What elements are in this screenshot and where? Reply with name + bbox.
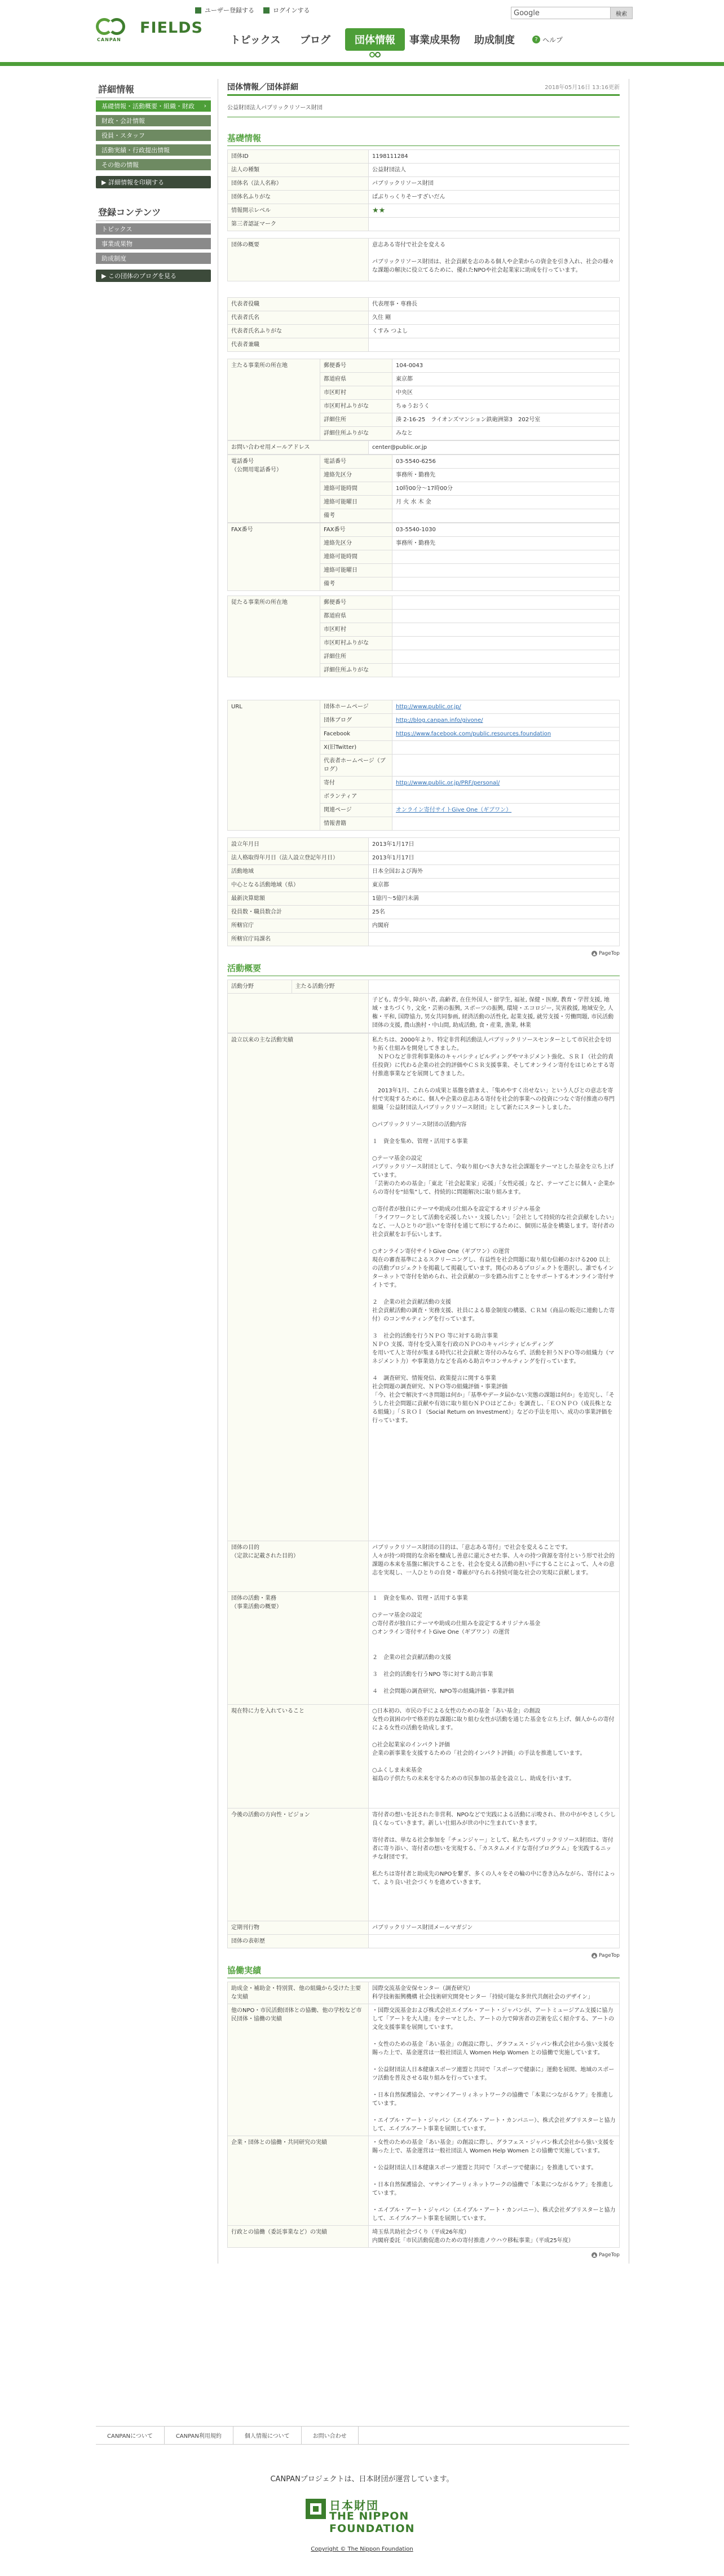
chevron-right-icon: › <box>204 102 206 109</box>
table-row <box>228 239 620 281</box>
pagetop-link[interactable] <box>227 2248 620 2264</box>
basic-info-table <box>227 149 620 231</box>
table-row <box>228 852 620 865</box>
utility-bar <box>195 6 310 15</box>
arrow-icon <box>263 7 270 14</box>
fax-sublabel: 連絡先区分 <box>320 537 392 550</box>
url-link[interactable]: http://blog.canpan.info/givone/ <box>396 717 483 724</box>
table-row <box>228 919 620 933</box>
basic-value: 1198111284 <box>369 150 620 164</box>
basic-value: ぱぶりっくりそーすざいだん <box>369 191 620 204</box>
sub-address-sublabel: 詳細住所ふりがな <box>320 664 392 677</box>
outline-label: 団体の概要 <box>228 239 369 281</box>
basic-label: 情報開示レベル <box>228 204 369 218</box>
table-row <box>228 2226 620 2248</box>
login-label: ログインする <box>273 7 310 14</box>
address-sublabel: 都道府県 <box>320 373 392 386</box>
sidebar-item-other[interactable] <box>96 159 211 170</box>
arrow-icon <box>195 7 201 14</box>
table-row <box>228 441 620 455</box>
table-row <box>228 150 620 164</box>
result-value: ・国際交流基金および株式会社エイブル・アート・ジャパンが、アートミュージアム支援に協力して「アートを大人達」をテーマとした、アートの力で障害者の芸術を広く紹介する、アートの文化支援事業を展開しています。 ・女性のための基金「あい基金」の創設に際し、グラフェス・ジャパン株式会社から強い支援を賜った上で、基金運営は一般社団法人 Women Help Women との協働で実施しています。 ・公益財団法人日本健康スポーツ連盟と共同で「スポーツで健康に」運動を展開、地域のスポーツ活動を普及させる取り組みを行っています。 ・日本自然保護協会、マサンイアーリィネットワークの協働で「本業につながるケア」を推進しています。 ・エイブル・アート・ジャパン（エイブル・アート・カンパニー）、株式会社ダブリスターと協力して、エイブルアート事業を展開しています。 <box>369 2004 620 2136</box>
address-sublabel: 市区町村ふりがな <box>320 400 392 413</box>
table-row <box>228 906 620 919</box>
sidebar-heading-contents: 登録コンテンツ <box>96 202 211 221</box>
basic2-label: 役員数・職員数合計 <box>228 906 369 919</box>
sub-address-value <box>392 650 620 664</box>
future-text: 寄付者の想いを託された非営利、NPOなどで実践による活動に示唆され、世の中がやさしく少し良くなっていきます。新しい仕組みが世の中に生まれていきます。 寄付者は、単なる社会参加を「チェンジャー」として、私たちパブリックリソース財団は、寄付者に寄り添い、寄付者の想いを実現する、「カスタムメイドな寄付プログラム」を実践するニッチな財団です。 私たちは寄付者と助成先のNPOを繋ぎ、多くの人々をその輪の中に巻き込みながら、寄付によって、より良い社会づくりを進めていきます。 <box>369 1809 620 1921</box>
sidebar-item-grants[interactable] <box>96 253 211 264</box>
table-row <box>228 204 620 218</box>
sub-address-value <box>392 610 620 623</box>
basic-label: 団体名ふりがな <box>228 191 369 204</box>
url-value <box>392 700 620 714</box>
basic2-value <box>369 933 620 946</box>
tel-value: 事務所・勤務先 <box>392 469 620 482</box>
view-blog-button[interactable] <box>96 270 211 282</box>
title-row <box>227 79 620 96</box>
sidebar-item-outputs[interactable] <box>96 238 211 249</box>
print-icon: ▶ <box>101 178 108 186</box>
url-sublabel: Facebook <box>320 727 392 741</box>
address-value: ちゅうおうく <box>392 400 620 413</box>
purpose-label: 設立以来の主な活動実績 <box>228 1034 369 1541</box>
tel-value <box>392 509 620 523</box>
url-link[interactable]: http://www.public.or.jp/PRF/personal/ <box>396 780 500 786</box>
url-value <box>392 817 620 831</box>
publication-label: 定期刊行物 <box>228 1921 369 1935</box>
nav-label: 助成制度 <box>474 34 515 46</box>
business-label: 団体の活動・業務 （事業活動の概要） <box>228 1592 369 1705</box>
url-link[interactable]: オンライン寄付サイトGive One（ギブワン） <box>396 807 512 813</box>
nippon-foundation-mark-icon <box>304 2498 327 2520</box>
url-value <box>392 790 620 804</box>
copyright[interactable]: Copyright © The Nippon Foundation <box>311 2546 413 2552</box>
sub-address-value <box>392 664 620 677</box>
table-row <box>228 1935 620 1948</box>
table-row <box>228 311 620 325</box>
basic2-label: 活動地域 <box>228 865 369 879</box>
sidebar <box>96 79 211 295</box>
address-table <box>227 359 620 440</box>
fax-sublabel: 連絡可能時間 <box>320 550 392 564</box>
nav-label: ブログ <box>300 34 330 46</box>
nf-name-ja: 日本財団 <box>329 2499 379 2512</box>
footer-links <box>96 2426 629 2445</box>
url-sublabel: 代表者ホームページ（ブログ） <box>320 755 392 777</box>
url-sublabel: X(旧Twitter) <box>320 741 392 755</box>
rep-table <box>227 297 620 352</box>
url-sublabel: ボランティア <box>320 790 392 804</box>
table-row <box>228 994 620 1033</box>
nf-name-en: THE NIPPON FOUNDATION <box>329 2510 415 2535</box>
address-value: 東京都 <box>392 373 620 386</box>
basic2-label: 法人格取得年月日（法人設立登記年月日） <box>228 852 369 865</box>
table-row <box>228 2004 620 2136</box>
logo-ring-icon <box>108 18 125 35</box>
url-link[interactable]: http://www.public.or.jp/ <box>396 704 461 710</box>
url-sublabel: 団体ブログ <box>320 714 392 727</box>
tel-value: 月 火 水 木 金 <box>392 496 620 509</box>
table-row <box>228 359 620 373</box>
view-blog-label: この団体のブログを見る <box>108 272 176 280</box>
rep-value: 久住 剛 <box>369 311 620 325</box>
sidebar-item-results[interactable] <box>96 144 211 156</box>
url-value <box>392 777 620 790</box>
address-sublabel: 郵便番号 <box>320 359 392 373</box>
basic-label: 団体ID <box>228 150 369 164</box>
address-value: みなと <box>392 427 620 440</box>
table-row <box>228 1705 620 1809</box>
future-label: 今後の活動の方向性・ビジョン <box>228 1809 369 1921</box>
basic2-label: 設立年月日 <box>228 838 369 852</box>
basic-value: パブリックリソース財団 <box>369 177 620 191</box>
table-row <box>228 1541 620 1592</box>
sidebar-item-label: 基礎情報・活動概要・組織・財政 <box>101 103 195 110</box>
activity-field-value <box>369 980 620 994</box>
activity-detail-table <box>227 1033 620 1948</box>
search-button[interactable]: 検索 <box>610 7 633 19</box>
header <box>0 0 724 62</box>
address-value: 104-0043 <box>392 359 620 373</box>
current-focus-label: 現在特に力を入れていること <box>228 1705 369 1809</box>
address-group-label: 主たる事業所の所在地 <box>228 359 320 440</box>
main-content <box>218 79 629 2264</box>
sidebar-item-label: 活動実績・行政提出情報 <box>101 147 170 154</box>
url-group-label: URL <box>228 700 320 831</box>
nav-outputs[interactable] <box>405 28 465 51</box>
fax-value <box>392 577 620 591</box>
rep-value: 代表理事・専務長 <box>369 298 620 311</box>
nav-org-info[interactable] <box>345 28 405 51</box>
mission-label: 団体の目的 （定款に記載された目的） <box>228 1541 369 1592</box>
table-row <box>228 523 620 537</box>
arrow-right-icon: ▶ <box>101 272 108 280</box>
sub-address-group-label: 従たる事業所の所在地 <box>228 596 320 677</box>
tel-group-label: 電話番号 （公開用電話番号） <box>228 455 320 523</box>
outline-text: 意志ある寄付で社会を変える パブリックリソース財団は、社会貢献を志のある個人や企業からの資金を引き入れ、社会の様々な課題の解決に役立てるために、優れたNPOや社会起業家に助成を行っています。 <box>369 239 620 281</box>
url-value <box>392 804 620 817</box>
basic-label: 団体名（法人名称） <box>228 177 369 191</box>
sub-address-sublabel: 市区町村 <box>320 623 392 637</box>
basic2-value: 2013年1月17日 <box>369 852 620 865</box>
arrow-up-icon: ▲ <box>591 951 597 956</box>
basic2-label: 最新決算総額 <box>228 892 369 906</box>
result-label: 企業・団体との協働・共同研究の実績 <box>228 2136 369 2226</box>
print-details-label: 詳細情報を印刷する <box>108 179 164 186</box>
table-row <box>228 933 620 946</box>
mission-text: パブリックリソース財団の目的は、「意志ある寄付」で社会を変えることです。 人々が持つ時間的な余裕を醸成し善意に還元させた事、人々の持つ資源を寄付という形で社会的課題の本来を基盤に解決することを、社会を変える活動の担い手にすることによって、人々の意志を実現し、一人ひとりの自発・尊厳が守られる持続可能な社会の実現に貢献します。 <box>369 1541 620 1592</box>
sub-address-value <box>392 596 620 610</box>
org-subtitle: 公益財団法人パブリックリソース財団 <box>227 96 620 117</box>
tel-sublabel: 連絡先区分 <box>320 469 392 482</box>
tel-sublabel: 備考 <box>320 509 392 523</box>
nav-blog[interactable] <box>285 28 345 51</box>
email-value: center@public.or.jp <box>369 441 620 455</box>
basic2-value: 日本全国および海外 <box>369 865 620 879</box>
sub-address-sublabel: 市区町村ふりがな <box>320 637 392 650</box>
footer-link-contact[interactable]: お問い合わせ <box>302 2427 359 2444</box>
rep-value <box>369 338 620 352</box>
fax-value <box>392 550 620 564</box>
url-sublabel: 関連ページ <box>320 804 392 817</box>
logo-sub: CANPAN <box>97 37 121 42</box>
table-row <box>228 177 620 191</box>
section-title-results: 協働実績 <box>227 1964 620 1978</box>
table-row <box>228 325 620 338</box>
tel-sublabel: 連絡可能曜日 <box>320 496 392 509</box>
basic-value: ★★ <box>369 204 620 218</box>
publication-value: パブリックリソース財団メールマガジン <box>369 1921 620 1935</box>
table-row <box>228 1809 620 1921</box>
header-divider <box>0 62 724 66</box>
result-value: ・女性のための基金「あい基金」の創設に際し、グラフェス・ジャパン株式会社から強い支援を賜った上で、基金運営は一般社団法人 Women Help Women との協働で実施しています。 ・公益財団法人日本健康スポーツ連盟と共同で「スポーツで健康に」を推進しています。 ・日本自然保護協会、マサンイアーリィネットワークの協働で「本業につながるケア」を推進しています。 ・エイブル・アート・ジャパン（エイブル・アート・カンパニー）、株式会社ダブリスターと協力して、エイブルアート事業を展開しています。 <box>369 2136 620 2226</box>
basic2-value: 2013年1月17日 <box>369 838 620 852</box>
rep-label: 代表者氏名 <box>228 311 369 325</box>
fax-value: 03-5540-1030 <box>392 523 620 537</box>
sub-address-value <box>392 623 620 637</box>
rep-value: くすみ つよし <box>369 325 620 338</box>
purpose-text: 私たちは、2000年より、特定非営利活動法人パブリックリソースセンターとして市民社会を切り拓く仕組みを開発してきました。 ＮＰＯなど非営利事業体のキャパシティビルディングやマネジメント強化、ＳＲＩ（社会的責任投資）に代わる企業の社会的評価やＣＳＲ支援事業、そしてオンライン寄付をはじめとする寄付推進事業などを展開してきました。 2013年1月、これらの成果と基盤を踏まえ、「集めやすく出せない」という人びとの意志を寄付で実現するために、個人や企業の意志ある寄付を社会的事業への投資につなぐ寄付推進の専門組織「公益財団法人パブリックリソース財団」として新たにスタートしました。 ○パブリックリソース財団の活動内容 １ 資金を集め、管理・活用する事業 ○テーマ基金の設定 パブリックリソース財団として、今取り組むべき大きな社会課題をテーマとした基金を立ち上げています。 「芸術のための基金」「東北「社会起業家」応援」「女性応援」など、テーマごとに個人・企業からの寄付を“結集”して、持続的に問題解決に取り組みます。 ○寄付者が独自にテーマや助成の仕組みを設定するオリジナル基金 「ライフワークとして活動を応援したい・支援したい」「会社として持続的な社会貢献をしたい」など、一人ひとりの“思い”を寄付を通じて形にするために、個別に基金を構築します。寄付者の社会貢献をお手伝いします。 ○オンライン寄付サイトGive One（ギブワン）の運営 現在の審査基準によるスクリーニングし、有益性を社会問題に取り組む信頼のおける200 以上の活動プロジェクトを掲載して掲載しています。関心のあるプロジェクトを選択し、誰でもインターネットで寄付を始められ、社会貢献の一歩を踏み出すことをサポートするオンライン寄付サイトです。 ２ 企業の社会貢献活動の支援 社会貢献活動の調査・実務支援、社員による募金制度の構築、ＣＲＭ（商品の販売に連動した寄付）のコンサルティングを行っています。 ３ 社会的活動を行うＮＰＯ 等に対する助言事業 ＮＰＯ 支援、寄付を受入策を行政のＮＰＯのキャパシティビルディング を用いて人と寄付が集まる時代に社会貢献と寄付のみならず、活動を担うＮＰＯ等の組織力（マネジメント力）や事業効力などを高める助言やコンサルティングを行っています。 ４ 調査研究、情報発信、政策提言に関する事業 社会問題の調査研究、ＮＰＯ等の組織評価・事業評価 「今、社会で解決すべき問題は何か」「基準やデータ届かない実態の課題は何か」を追究し、「そうした社会問題に貢献や有効に取り組むＮＰＯはどこか」を調査し、「ＥＯＮＰＯ（成長株となる組織）」「ＳＲＯＩ（Social Return on Investment）」などの手法を用い、成功の事業評価を行っています。 <box>369 1034 620 1541</box>
table-row <box>228 218 620 231</box>
basic2-table <box>227 837 620 946</box>
tel-value: 03-5540-6256 <box>392 455 620 469</box>
fax-table <box>227 523 620 591</box>
address-sublabel: 詳細住所ふりがな <box>320 427 392 440</box>
fax-value <box>392 564 620 577</box>
address-sublabel: 市区町村 <box>320 386 392 400</box>
award-label: 団体の表彰歴 <box>228 1935 369 1948</box>
business-text: １ 資金を集め、管理・活用する事業 ○テーマ基金の設定 ○寄付者が独自にテーマや助成の仕組みを設定するオリジナル基金 ○オンライン寄付サイトGive One（ギブワン）の運営 ２ 企業の社会貢献活動の支援 ３ 社会的活動を行うNPO 等に対する助言事業 ４ 社会問題の調査研究、NPO等の組織評価・事業評価 <box>369 1592 620 1705</box>
updated-timestamp: 2018年05月16日 13:16更新 <box>545 85 620 91</box>
table-row <box>228 164 620 177</box>
url-value <box>392 755 620 777</box>
address-value: 湊 2-16-25 ライオンズマンション鉄砲洲第3 202号室 <box>392 413 620 427</box>
sub-address-sublabel: 詳細住所 <box>320 650 392 664</box>
arrow-up-icon: ▲ <box>591 1953 597 1959</box>
address-sublabel: 詳細住所 <box>320 413 392 427</box>
basic2-value: 内閣府 <box>369 919 620 933</box>
sidebar-item-label: 財政・会計情報 <box>101 117 145 125</box>
sidebar-item-label: 役員・スタッフ <box>101 132 145 139</box>
sidebar-item-basic[interactable] <box>96 100 211 112</box>
nippon-foundation-logo[interactable] <box>304 2495 420 2535</box>
sidebar-item-topics[interactable] <box>96 223 211 235</box>
table-row <box>228 338 620 352</box>
sidebar-item-label: 助成制度 <box>101 255 126 262</box>
login-link[interactable] <box>263 6 310 15</box>
footer-link-terms[interactable]: CANPAN利用規約 <box>165 2427 233 2444</box>
rep-label: 代表者兼職 <box>228 338 369 352</box>
sidebar-item-label: トピックス <box>101 226 133 233</box>
basic2-label: 所轄官庁局課名 <box>228 933 369 946</box>
nav-grants[interactable] <box>465 28 524 51</box>
activity-field-sublabel: 主たる活動分野 <box>292 980 368 994</box>
canpan-fields-logo[interactable] <box>96 17 209 43</box>
page-title: 団体情報／団体詳細 <box>227 82 298 92</box>
section-title-basic: 基礎情報 <box>227 132 620 146</box>
results-table <box>227 1982 620 2248</box>
email-label: お問い合わせ用メールアドレス <box>228 441 369 455</box>
table-row <box>228 1982 620 2004</box>
nav-label: 団体情報 <box>355 34 395 46</box>
fax-sublabel: 連絡可能曜日 <box>320 564 392 577</box>
table-row <box>228 191 620 204</box>
outline-table <box>227 238 620 281</box>
basic2-value: 1億円～5億円未満 <box>369 892 620 906</box>
table-row <box>228 1921 620 1935</box>
tel-table <box>227 455 620 523</box>
print-details-button[interactable] <box>96 176 211 188</box>
help-icon: ? <box>532 36 540 43</box>
sidebar-item-label: その他の情報 <box>101 161 139 169</box>
pagetop-label: PageTop <box>599 951 620 956</box>
sidebar-item-staff[interactable] <box>96 130 211 141</box>
fax-sublabel: 備考 <box>320 577 392 591</box>
user-register-link[interactable] <box>195 6 254 15</box>
activity-fields-list: 子ども, 青少年, 障がい者, 高齢者, 在住外国人・留学生, 福祉, 保健・医療, 教育・学習支援, 地域・まちづくり, 文化・芸術の振興, スポーツの振興, 環境・エコロジー, 災害救援, 地域安全, 人権・平和, 国際協力, 男女共同参画, 経済活動の活性化, 起業支援, 就労支援・労働問題, 市民活動団体の支援, 農山漁村・中山間, 助成活動, 食・産業, 漁業, 林業 <box>369 994 620 1033</box>
basic2-label: 中心となる活動地域（県） <box>228 879 369 892</box>
basic2-value: 東京都 <box>369 879 620 892</box>
nav-label: トピックス <box>230 34 281 46</box>
table-row <box>228 1592 620 1705</box>
basic-value: 公益財団法人 <box>369 164 620 177</box>
fax-sublabel: FAX番号 <box>320 523 392 537</box>
url-sublabel: 情報書籍 <box>320 817 392 831</box>
address-value: 中央区 <box>392 386 620 400</box>
nav-label: 事業成果物 <box>409 34 460 46</box>
footer-link-privacy[interactable]: 個人情報について <box>233 2427 302 2444</box>
nav-topics[interactable] <box>226 28 285 51</box>
pagetop-label: PageTop <box>599 1953 620 1959</box>
table-row <box>228 455 620 469</box>
pagetop-label: PageTop <box>599 2252 620 2258</box>
sub-address-sublabel: 都道府県 <box>320 610 392 623</box>
help-link[interactable] <box>532 28 563 51</box>
table-row <box>228 298 620 311</box>
table-row <box>228 980 620 994</box>
tel-sublabel: 電話番号 <box>320 455 392 469</box>
basic-value <box>369 218 620 231</box>
global-nav <box>226 28 563 51</box>
table-row <box>228 596 620 610</box>
result-label: 行政との協働（委託事業など）の実績 <box>228 2226 369 2248</box>
user-register-label: ユーザー登録する <box>205 7 254 14</box>
google-label: Google <box>514 8 540 17</box>
url-sublabel: 団体ホームページ <box>320 700 392 714</box>
section-title-activity: 活動概要 <box>227 962 620 976</box>
nav-active-mark-icon <box>368 52 383 58</box>
table-row <box>228 879 620 892</box>
email-table <box>227 440 620 455</box>
sub-address-sublabel: 郵便番号 <box>320 596 392 610</box>
sidebar-heading-details: 詳細情報 <box>96 79 211 98</box>
url-link[interactable]: https://www.facebook.com/public.resources.foundation <box>396 731 551 737</box>
footer-link-about[interactable]: CANPANについて <box>96 2427 165 2444</box>
table-row <box>228 1034 620 1541</box>
table-row <box>228 892 620 906</box>
table-row <box>228 838 620 852</box>
url-value <box>392 714 620 727</box>
fax-group-label: FAX番号 <box>228 523 320 591</box>
table-row <box>228 700 620 714</box>
table-row <box>228 2136 620 2226</box>
fax-value: 事務所・勤務先 <box>392 537 620 550</box>
sub-address-value <box>392 637 620 650</box>
pagetop-link[interactable] <box>227 1948 620 1964</box>
tel-sublabel: 連絡可能時間 <box>320 482 392 496</box>
logo-word: FIELDS <box>140 19 203 37</box>
current-focus-text: ○日本初の、市民の手による女性のための基金「あい基金」の創設 女性の貧困の中で格差的な課題に取り組む女性が活動を通じた基金を立ち上げ、個人からの寄付による女性の活動を助成します。 ○社会起業家のインパクト評価 企業の新事業を支援するための「社会的インパクト評価」の手法を推進しています。 ○ふくしま未来基金 福島の子供たちの未来を守るための市民参加の基金を設立し、助成を行います。 <box>369 1705 620 1809</box>
result-value: 国際交流基金安保センター（調査研究） 科学技術振興機構 社会技術研究開発センター「持続可能な多世代共創社会のデザイン」 <box>369 1982 620 2004</box>
url-value <box>392 727 620 741</box>
basic-label: 第三者認証マーク <box>228 218 369 231</box>
result-label: 他のNPO・市民活動団体との協働、他の学校など市民団体・協働の実績 <box>228 2004 369 2136</box>
result-label: 助成金・補助金・特別賞、他の組織から受けた主要な実績 <box>228 1982 369 2004</box>
arrow-up-icon: ▲ <box>591 2252 597 2258</box>
pagetop-link[interactable] <box>227 946 620 962</box>
activity-table <box>227 980 620 1033</box>
tel-value: 10時00分～17時00分 <box>392 482 620 496</box>
basic-label: 法人の種類 <box>228 164 369 177</box>
url-value <box>392 741 620 755</box>
url-sublabel: 寄付 <box>320 777 392 790</box>
footer-text: CANPANプロジェクトは、日本財団が運営しています。 <box>270 2475 454 2484</box>
rep-label: 代表者役職 <box>228 298 369 311</box>
basic2-label: 所轄官庁 <box>228 919 369 933</box>
activity-field-label: 活動分野 <box>228 980 292 994</box>
sidebar-item-label: 事業成果物 <box>101 240 133 248</box>
basic2-value: 25名 <box>369 906 620 919</box>
table-row <box>228 865 620 879</box>
sidebar-item-finance[interactable] <box>96 115 211 126</box>
award-value <box>369 1935 620 1948</box>
rep-label: 代表者氏名ふりがな <box>228 325 369 338</box>
help-label: ヘルプ <box>542 36 563 44</box>
url-table <box>227 700 620 831</box>
result-value: 埼玉県共助社会づくり（平成26年度） 内閣府委託「市民活動促進のための寄付推進ノウハウ移転事業」（平成25年度） <box>369 2226 620 2248</box>
sub-address-table <box>227 596 620 677</box>
